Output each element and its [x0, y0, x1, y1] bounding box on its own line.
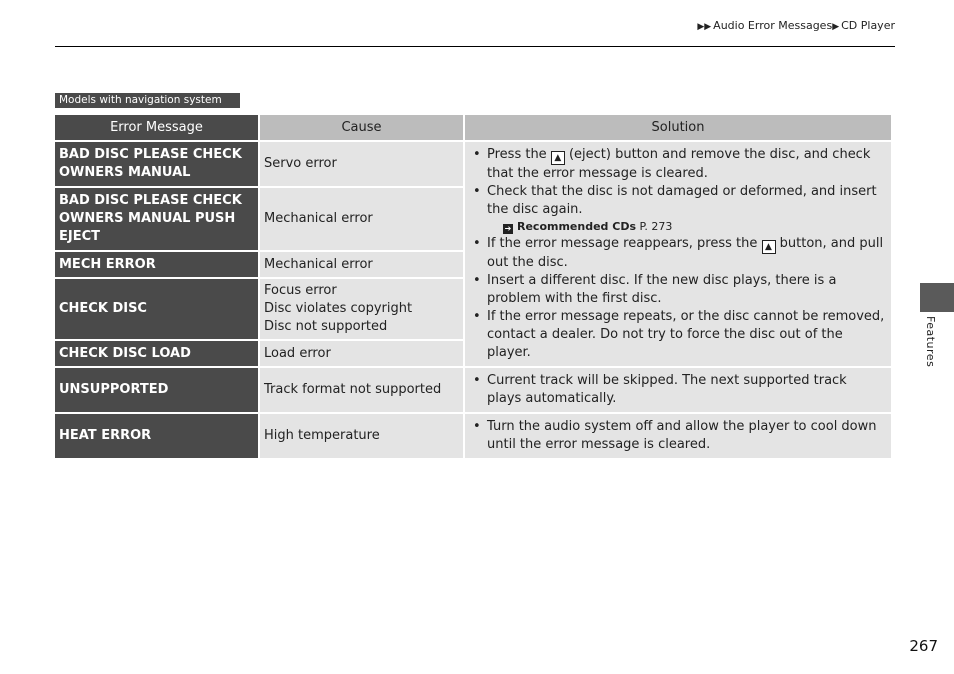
error-message-cell: MECH ERROR	[55, 252, 258, 277]
solution-item	[471, 372, 885, 408]
section-tab[interactable]	[920, 283, 954, 312]
solution-text: Current track will be skipped. The next supported track plays automatically.	[487, 373, 847, 406]
solution-text: Check that the disc is not damaged or deformed, and insert the disc again.	[487, 184, 877, 217]
solution-list	[471, 372, 885, 408]
xref-title[interactable]: Recommended CDs	[517, 220, 637, 233]
error-message-cell: HEAT ERROR	[55, 414, 258, 458]
error-message-cell: BAD DISC PLEASE CHECK OWNERS MANUAL	[55, 142, 258, 186]
cause-cell: Mechanical error	[260, 252, 463, 277]
bullet-icon: •	[473, 273, 481, 288]
error-message-cell: BAD DISC PLEASE CHECK OWNERS MANUAL PUSH EJECT	[55, 188, 258, 250]
bullet-icon: •	[473, 373, 481, 388]
solution-text: button, and pull out the disc.	[487, 236, 884, 270]
solution-text: Insert a different disc. If the new disc plays, there is a problem with the first disc.	[487, 273, 837, 306]
triangle-icon: ▶	[832, 22, 840, 32]
cause-cell: Mechanical error	[260, 188, 463, 250]
bullet-icon: •	[473, 184, 481, 199]
solution-text: If the error message repeats, or the disc cannot be removed, contact a dealer. Do not try to force the disc out of the player.	[487, 309, 885, 360]
header-error-message: Error Message	[55, 115, 258, 140]
header-solution: Solution	[465, 115, 891, 140]
breadcrumb	[697, 19, 895, 32]
solution-item	[471, 272, 885, 308]
cause-line: Disc violates copyright	[264, 301, 413, 316]
page-number: 267	[909, 637, 938, 655]
solution-list	[471, 146, 885, 362]
error-message-cell: CHECK DISC LOAD	[55, 341, 258, 366]
solution-cell	[465, 368, 891, 412]
error-table	[53, 113, 893, 460]
table-row	[55, 414, 891, 458]
solution-text: Press the	[487, 147, 547, 162]
solution-item	[471, 183, 885, 219]
section-label: Features	[924, 316, 937, 368]
solution-cell	[465, 142, 891, 366]
cross-reference-arrow-icon: ➔	[504, 224, 512, 233]
cause-line: Disc not supported	[264, 319, 388, 334]
solution-item	[471, 235, 885, 272]
solution-text: (eject) button and remove the disc, and check that the error message is cleared.	[487, 147, 871, 181]
table-row	[55, 142, 891, 186]
error-message-cell: UNSUPPORTED	[55, 368, 258, 412]
eject-icon: ▲	[551, 151, 565, 165]
xref-page[interactable]: P. 273	[639, 220, 673, 233]
solution-item	[471, 146, 885, 183]
eject-icon: ▲	[762, 240, 776, 254]
solution-text: If the error message reappears, press the	[487, 236, 758, 251]
solution-list	[471, 418, 885, 454]
solution-item	[471, 418, 885, 454]
solution-text: Turn the audio system off and allow the player to cool down until the error message is cleared.	[487, 419, 877, 452]
cause-cell: Load error	[260, 341, 463, 366]
solution-item	[471, 308, 885, 362]
cause-line: Focus error	[264, 283, 337, 298]
header-rule	[55, 46, 895, 47]
table-row	[55, 368, 891, 412]
cause-cell	[260, 279, 463, 339]
cause-cell: Track format not supported	[260, 368, 463, 412]
error-message-cell: CHECK DISC	[55, 279, 258, 339]
cross-reference[interactable]	[471, 219, 885, 235]
solution-cell	[465, 414, 891, 458]
header-cause: Cause	[260, 115, 463, 140]
bullet-icon: •	[473, 236, 481, 251]
breadcrumb-part1[interactable]: Audio Error Messages	[713, 19, 833, 32]
breadcrumb-part2[interactable]: CD Player	[841, 19, 895, 32]
table-header-row	[55, 115, 891, 140]
model-tag: Models with navigation system	[55, 93, 240, 108]
cause-cell: Servo error	[260, 142, 463, 186]
bullet-icon: •	[473, 309, 481, 324]
cause-cell: High temperature	[260, 414, 463, 458]
double-triangle-icon: ▶▶	[697, 22, 712, 32]
bullet-icon: •	[473, 419, 481, 434]
bullet-icon: •	[473, 147, 481, 162]
